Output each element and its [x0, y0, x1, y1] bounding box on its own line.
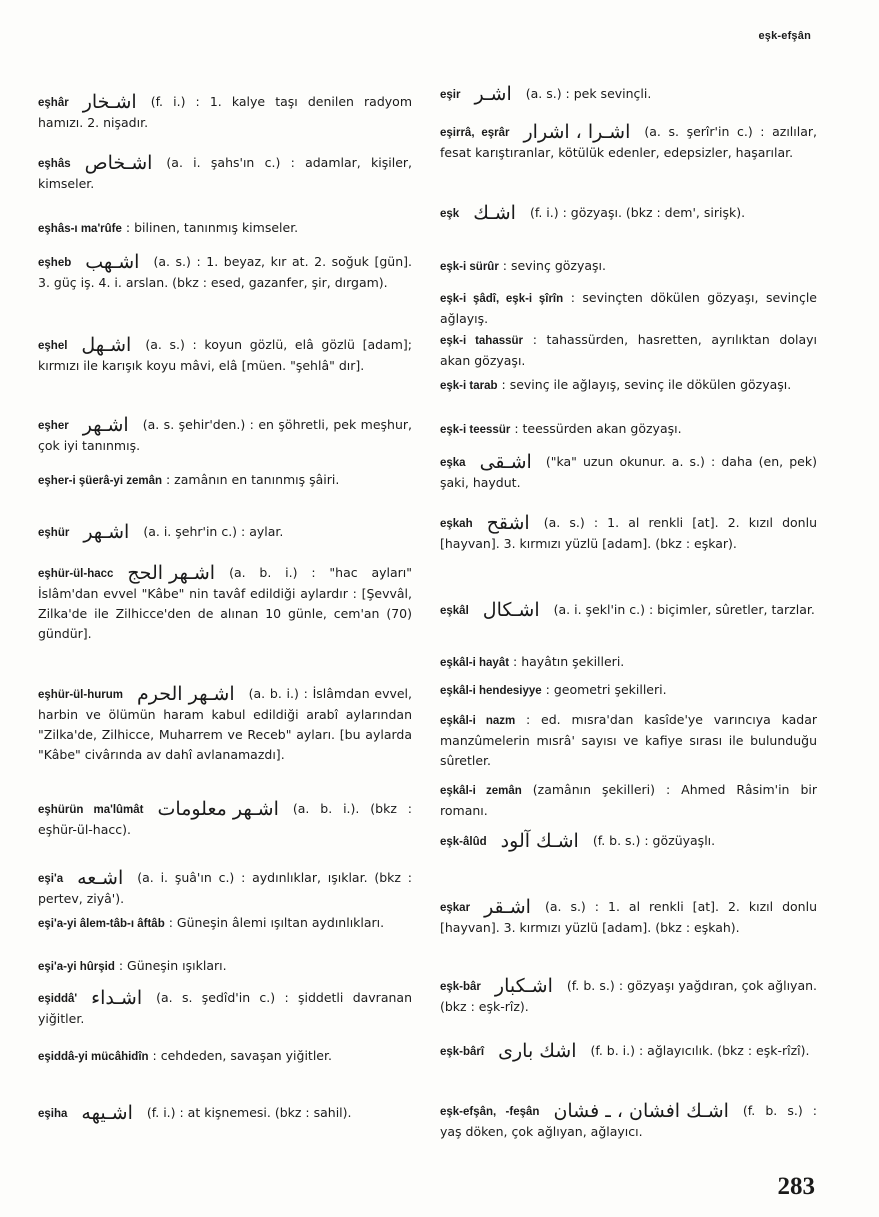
- entry-arabic-script: اشـيهه: [81, 1102, 133, 1124]
- entry-definition: (a. i. şekl'in c.) : biçimler, sûretler, tarzlar.: [553, 602, 815, 617]
- entry-definition: : cehdeden, savaşan yiğitler.: [152, 1048, 332, 1063]
- entry-definition: (a. s. şehir'den.) : en şöhretli, pek meşhur, çok iyi tanınmış.: [38, 417, 412, 453]
- entry-headword: eşhürün ma'lûmât: [38, 804, 144, 816]
- entry-definition: : sevinç gözyaşı.: [502, 258, 606, 273]
- entry-arabic-script: اشـهر: [83, 521, 130, 543]
- dictionary-entry: [38, 956, 412, 977]
- entry-headword: eşkâl-i zemân: [440, 785, 522, 797]
- entry-headword: eşi'a-yi hûrşid: [38, 961, 115, 973]
- entry-definition: ("ka" uzun okunur. a. s.) : daha (en, pek) şaki, haydut.: [440, 454, 817, 490]
- entry-headword: eşher-i şüerâ-yi zemân: [38, 475, 163, 487]
- dictionary-entry: [38, 684, 412, 765]
- entry-definition: (f. b. i.) : ağlayıcılık. (bkz : eşk-rîzî).: [590, 1043, 810, 1058]
- entry-headword: eşirrâ, eşrâr: [440, 127, 510, 139]
- entry-definition: : teessürden akan gözyaşı.: [514, 421, 682, 436]
- entry-definition: (a. s.) : pek sevinçli.: [525, 86, 652, 101]
- entry-headword: eşheb: [38, 257, 72, 269]
- dictionary-entry: [38, 252, 412, 293]
- entry-arabic-script: اشـكبار: [494, 975, 553, 997]
- dictionary-entry: [440, 122, 817, 163]
- dictionary-entry: [440, 831, 817, 852]
- entry-headword: eşk-i şâdî, eşk-i şîrîn: [440, 293, 564, 305]
- entry-arabic-script: اشـهر الحج: [127, 562, 216, 584]
- dictionary-entry: [440, 1101, 817, 1142]
- dictionary-entry: [38, 799, 412, 840]
- entry-definition: (a. s.) : koyun gözlü, elâ gözlü [adam]; kırmızı ile karışık koyu mâvi, elâ [müen. "şehlâ" dır].: [38, 337, 412, 373]
- entry-definition: (f. b. s.) : yaş döken, çok ağlıyan, ağlayıcı.: [440, 1103, 817, 1139]
- entry-headword: eşkah: [440, 518, 473, 530]
- entry-definition: : tahassürden, hasretten, ayrılıktan dolayı akan gözyaşı.: [440, 332, 817, 368]
- entry-headword: eşk-i tarab: [440, 380, 498, 392]
- dictionary-entry: [38, 415, 412, 456]
- entry-definition: : geometri şekilleri.: [545, 682, 667, 697]
- entry-arabic-script: اشـكال: [482, 599, 540, 621]
- dictionary-entry: [440, 710, 817, 771]
- entry-headword: eşk: [440, 208, 460, 220]
- dictionary-entry: [440, 780, 817, 821]
- entry-arabic-script: اشـك افشان ، ـ فشان: [553, 1100, 729, 1122]
- entry-headword: eşi'a-yi âlem-tâb-ı âftâb: [38, 918, 165, 930]
- entry-headword: eşiha: [38, 1108, 68, 1120]
- entry-headword: eşiddâ-yi mücâhidîn: [38, 1051, 149, 1063]
- dictionary-entry: [38, 988, 412, 1029]
- dictionary-entry: [440, 203, 817, 224]
- dictionary-entry: [38, 913, 412, 934]
- entry-arabic-script: اشـقى: [479, 451, 532, 473]
- entry-arabic-script: اشـهب: [85, 251, 140, 273]
- dictionary-entry: [440, 256, 817, 277]
- dictionary-entry: [38, 335, 412, 376]
- entry-definition: (a. s.) : 1. beyaz, kır at. 2. soğuk [gün]. 3. güç iş. 4. i. arslan. (bkz : esed, gazanfer, şir, dırgam).: [38, 254, 412, 290]
- entry-headword: eşk-bâr: [440, 981, 481, 993]
- dictionary-entry: [38, 1103, 412, 1124]
- dictionary-entry: [38, 522, 412, 543]
- entry-headword: eşhâs-ı ma'rûfe: [38, 223, 122, 235]
- entry-headword: eşhel: [38, 340, 68, 352]
- entry-headword: eşhür: [38, 527, 70, 539]
- entry-arabic-script: اشقح: [486, 512, 530, 534]
- dictionary-entry: [440, 897, 817, 938]
- entry-definition: : Güneşin âlemi ışıltan aydınlıkları.: [168, 915, 385, 930]
- entry-headword: eşi'a: [38, 873, 64, 885]
- entry-headword: eşkâl-i nazm: [440, 715, 516, 727]
- entry-headword: eşir: [440, 89, 461, 101]
- entry-definition: (a. b. i.). (bkz : eşhür-ül-hacc).: [38, 801, 412, 837]
- entry-headword: eşkâl-i hendesiyye: [440, 685, 542, 697]
- entry-arabic-script: اشـقر: [484, 896, 531, 918]
- entry-headword: eşk-i teessür: [440, 424, 511, 436]
- dictionary-entry: [440, 652, 817, 673]
- entry-definition: (f. i.) : gözyaşı. (bkz : dem', sirişk).: [529, 205, 746, 220]
- entry-headword: eşk-âlûd: [440, 836, 487, 848]
- running-head: eşk-efşân: [758, 30, 811, 42]
- entry-arabic-script: اشـهر معلومات: [157, 798, 279, 820]
- dictionary-entry: [440, 452, 817, 493]
- entry-definition: : sevinçten dökülen gözyaşı, sevinçle ağlayış.: [440, 290, 817, 326]
- entry-definition: (a. i. şehr'in c.) : aylar.: [143, 524, 284, 539]
- entry-definition: (a. s. şedîd'in c.) : şiddetli davranan yiğitler.: [38, 990, 412, 1026]
- entry-headword: eşhür-ül-hacc: [38, 568, 114, 580]
- entry-definition: (f. i.) : 1. kalye taşı denilen radyom hamızı. 2. nişadır.: [38, 94, 412, 130]
- entry-definition: : ed. mısra'dan kasîde'ye varıncıya kadar manzûmelerin mısrâ' sayısı ve kafiye sırası ile bulunduğu sûretler.: [440, 712, 817, 768]
- dictionary-entry: [440, 976, 817, 1017]
- page-number: 283: [777, 1173, 815, 1200]
- dictionary-entry: [38, 1046, 412, 1067]
- entry-headword: eşk-efşân, -feşân: [440, 1106, 540, 1118]
- entry-definition: (a. s. şerîr'in c.) : azılılar, fesat karıştıranlar, kötülük edenler, edepsizler, haşarılar.: [440, 124, 817, 160]
- entry-definition: (a. i. şahs'ın c.) : adamlar, kişiler, kimseler.: [38, 155, 412, 191]
- entry-definition: : zamânın en tanınmış şâiri.: [166, 472, 340, 487]
- entry-definition: : hayâtın şekilleri.: [513, 654, 625, 669]
- entry-headword: eşhür-ül-hurum: [38, 689, 123, 701]
- entry-definition: (a. s.) : 1. al renkli [at]. 2. kızıl donlu [hayvan]. 3. kırmızı yüzlü [adam]. (bkz : eşkah).: [440, 899, 817, 935]
- entry-arabic-script: اشـك: [473, 202, 516, 224]
- dictionary-entry: [38, 868, 412, 909]
- dictionary-entry: [440, 375, 817, 396]
- entry-definition: : Güneşin ışıkları.: [118, 958, 227, 973]
- entry-headword: eşhâr: [38, 97, 69, 109]
- dictionary-entry: [440, 419, 817, 440]
- dictionary-entry: [440, 330, 817, 371]
- dictionary-entry: [440, 288, 817, 329]
- dictionary-entry: [440, 1041, 817, 1062]
- entry-definition: (f. b. s.) : gözüyaşlı.: [592, 833, 716, 848]
- dictionary-entry: [440, 84, 817, 105]
- entry-definition: (a. s.) : 1. al renkli [at]. 2. kızıl donlu [hayvan]. 3. kırmızı yüzlü [adam]. (bkz : eşkar).: [440, 515, 817, 551]
- entry-headword: eşher: [38, 420, 69, 432]
- entry-headword: eşkar: [440, 902, 471, 914]
- dictionary-entry: [38, 470, 412, 491]
- entry-arabic-script: اشـك آلود: [500, 830, 579, 852]
- entry-definition: (a. i. şuâ'ın c.) : aydınlıklar, ışıklar. (bkz : pertev, ziyâ').: [38, 870, 412, 906]
- dictionary-entry: [38, 153, 412, 194]
- entry-definition: (a. b. i.) : "hac ayları" İslâm'dan evvel "Kâbe" nin tavâf edildiği aylardır : [Şevvâl, Zilka'de ile Zilhicce'den de alınan 10 günle, cem'an (70) gündür].: [38, 565, 412, 641]
- dictionary-entry: [38, 563, 412, 644]
- dictionary-entry: [440, 600, 817, 621]
- entry-definition: (zamânın şekilleri) : Ahmed Râsim'in bir romanı.: [440, 782, 817, 818]
- entry-definition: : sevinç ile ağlayış, sevinç ile dökülen gözyaşı.: [501, 377, 792, 392]
- entry-headword: eşkâl: [440, 605, 469, 617]
- dictionary-entry: [440, 680, 817, 701]
- entry-arabic-script: اشـهر: [82, 414, 129, 436]
- entry-arabic-script: اشـر: [474, 83, 512, 105]
- dictionary-entry: [440, 513, 817, 554]
- entry-arabic-script: اشـخاص: [84, 152, 153, 174]
- entry-headword: eşiddâ': [38, 993, 78, 1005]
- entry-definition: (f. i.) : at kişnemesi. (bkz : sahil).: [146, 1105, 352, 1120]
- entry-arabic-script: اشـعه: [77, 867, 124, 889]
- entry-headword: eşka: [440, 457, 466, 469]
- entry-arabic-script: اشـداء: [91, 987, 143, 1009]
- entry-definition: : bilinen, tanınmış kimseler.: [125, 220, 299, 235]
- dictionary-entry: [38, 92, 412, 133]
- entry-arabic-script: اشـرا ، اشرار: [523, 121, 631, 143]
- entry-arabic-script: اشك بارى: [498, 1040, 577, 1062]
- entry-definition: (a. b. i.) : İslâmdan evvel, harbin ve ölümün haram kabul edildiği arabî aylarından "Zilka'de, Zilhicce, Muharrem ve Receb" ayları. [bu aylarda "Kâbe" civârında av dahî avlanamazdı].: [38, 686, 412, 762]
- entry-headword: eşk-i sürûr: [440, 261, 499, 273]
- dictionary-entry: [38, 218, 412, 239]
- entry-headword: eşhâs: [38, 158, 71, 170]
- entry-arabic-script: اشـخار: [82, 91, 137, 113]
- entry-arabic-script: اشـهل: [81, 334, 132, 356]
- entry-headword: eşk-bârî: [440, 1046, 485, 1058]
- entry-headword: eşk-i tahassür: [440, 335, 524, 347]
- entry-definition: (f. b. s.) : gözyaşı yağdıran, çok ağlıyan. (bkz : eşk-rîz).: [440, 978, 817, 1014]
- entry-arabic-script: اشـهر الحرم: [136, 683, 235, 705]
- entry-headword: eşkâl-i hayât: [440, 657, 510, 669]
